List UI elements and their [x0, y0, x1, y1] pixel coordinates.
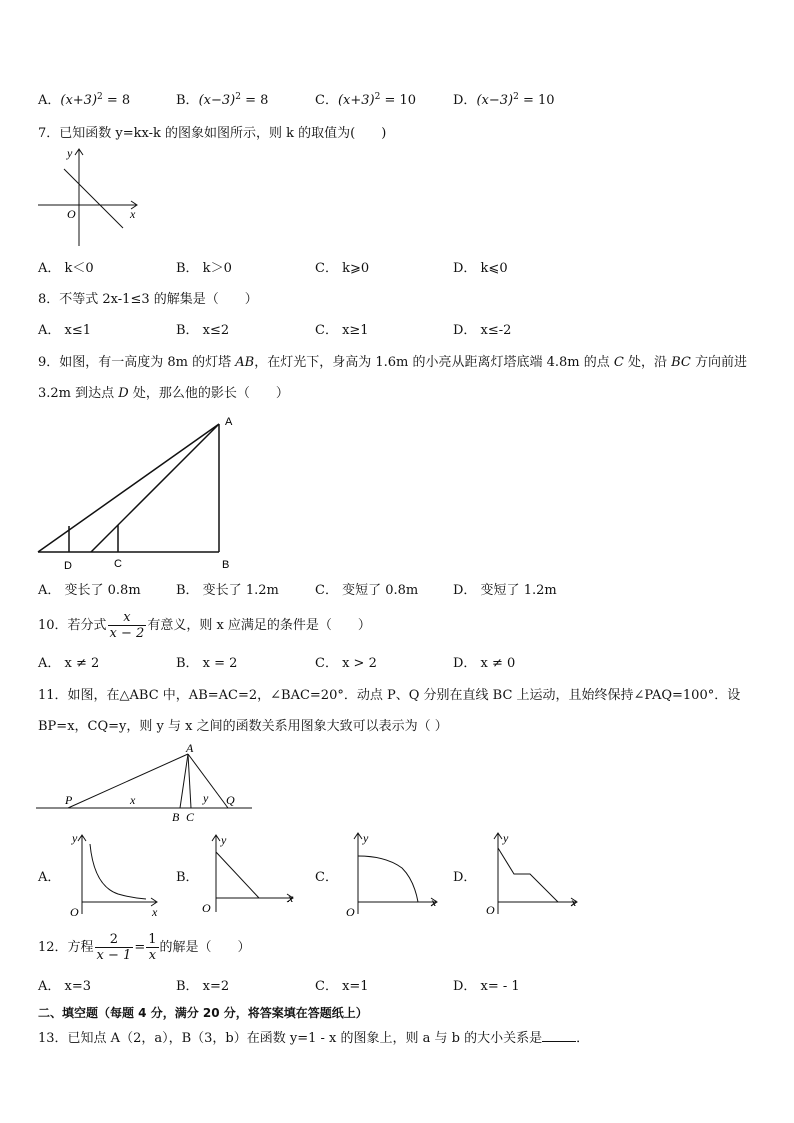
q10-option-d[interactable]: D． x ≠ 0: [453, 656, 516, 671]
q8-option-a[interactable]: A． x≤1: [38, 323, 92, 338]
q12-fraction-left: $\frac{2}{x - 1}$: [96, 932, 132, 963]
q10-option-c[interactable]: C． x > 2: [315, 656, 377, 671]
q7-x-label: x: [130, 207, 136, 221]
q6-option-a[interactable]: A．$(x+3)^2 = 8$: [38, 92, 131, 108]
q13-stem: 13．已知点 A（2，a），B（3，b）在函数 y=1 - x 的图象上，则 a 与 b 的大小关系是 ．: [38, 1031, 590, 1046]
q11-label-b: B: [172, 810, 180, 824]
q10-option-b[interactable]: B． x = 2: [176, 656, 238, 671]
q11-option-b-graph[interactable]: [196, 828, 302, 920]
q9-option-c[interactable]: C． 变短了 0.8m: [315, 583, 419, 598]
label-y: y: [503, 831, 509, 845]
q12-option-a[interactable]: A． x=3: [38, 979, 92, 994]
q11-stem-line1: 11．如图，在△ABC 中，AB=AC=2，∠BAC=20°．动点 P、Q 分别在直线 BC 上运动，且始终保持∠PAQ=100°．设: [38, 688, 741, 703]
q9-light-ray-c: [91, 424, 219, 552]
q9-label-c: C: [114, 558, 122, 570]
q10-stem: 10．若分式 $\frac{x}{x - 2}$ 有意义，则 x 应满足的条件是（ ）: [38, 610, 371, 641]
q12-fraction-right: $\frac{1}{x}$: [148, 932, 157, 963]
q8-option-d[interactable]: D． x≤-2: [453, 323, 512, 338]
q9-figure: [30, 412, 245, 576]
q11-stem-line2: BP=x，CQ=y，则 y 与 x 之间的函数关系用图象大致可以表示为（ ）: [38, 719, 448, 734]
hyperbola-curve: [90, 844, 146, 899]
q7-option-c[interactable]: C． k⩾0: [315, 261, 370, 276]
q11-label-x: x: [130, 793, 136, 807]
q12-option-c[interactable]: C． x=1: [315, 979, 369, 994]
label-x: x: [288, 891, 294, 905]
q9-label-a: A: [225, 416, 233, 428]
q9-stem-line2: 3.2m 到达点 D 处，那么他的影长（ ）: [38, 386, 289, 401]
q9-label-b: B: [222, 559, 230, 571]
q6-option-b[interactable]: B．$(x-3)^2 = 8$: [176, 92, 269, 108]
q11-label-p: P: [65, 793, 73, 807]
q10-option-a[interactable]: A． x ≠ 2: [38, 656, 100, 671]
q7-option-b[interactable]: B． k＞0: [176, 261, 232, 276]
q12-stem: 12．方程 $\frac{2}{x - 1}$ = $\frac{1}{x}$ 的解是（ ）: [38, 932, 251, 963]
q9-option-d[interactable]: D． 变短了 1.2m: [453, 583, 557, 598]
q9-option-a[interactable]: A． 变长了 0.8m: [38, 583, 141, 598]
q11-segment-ab: [180, 754, 188, 808]
q11-option-d-graph[interactable]: [476, 828, 586, 920]
q11-option-d-letter[interactable]: D．: [453, 870, 477, 885]
q12-option-b[interactable]: B． x=2: [176, 979, 230, 994]
label-x: x: [152, 905, 158, 919]
q6-option-c[interactable]: C．$(x+3)^2 = 10$: [315, 92, 417, 108]
label-o: O: [346, 905, 355, 919]
q9-option-b[interactable]: B． 变长了 1.2m: [176, 583, 279, 598]
q8-stem: 8．不等式 2x-1≤3 的解集是（ ）: [38, 292, 258, 307]
label-o: O: [486, 903, 495, 917]
q11-label-q: Q: [226, 793, 235, 807]
linear-segment: [216, 852, 259, 898]
q7-option-d[interactable]: D． k⩽0: [453, 261, 508, 276]
q8-option-c[interactable]: C． x≥1: [315, 323, 369, 338]
q7-stem: 7．已知函数 y=kx-k 的图象如图所示，则 k 的取值为( ): [38, 126, 387, 141]
q10-fraction: $\frac{x}{x - 2}$: [109, 610, 145, 641]
q11-label-c: C: [186, 810, 195, 824]
q7-option-a[interactable]: A． k＜0: [38, 261, 94, 276]
q11-option-b-letter[interactable]: B．: [176, 870, 199, 885]
piecewise-line: [498, 848, 558, 902]
q11-label-y: y: [203, 791, 209, 805]
q11-option-a-letter[interactable]: A．: [38, 870, 61, 885]
label-y: y: [72, 831, 78, 845]
q11-figure: [32, 740, 256, 826]
q11-label-a: A: [186, 741, 194, 755]
q8-option-b[interactable]: B． x≤2: [176, 323, 230, 338]
q11-segment-ap: [68, 754, 188, 808]
label-o: O: [202, 901, 211, 915]
q11-option-c-graph[interactable]: [336, 828, 446, 920]
q6-option-d[interactable]: D．$(x-3)^2 = 10$: [453, 92, 555, 108]
q9-stem-line1: 9．如图，有一高度为 8m 的灯塔 AB，在灯光下，身高为 1.6m 的小亮从距离灯塔底端 4.8m 的点 C 处，沿 BC 方向前进: [38, 355, 748, 370]
q9-light-ray-d: [38, 424, 219, 552]
q13-answer-blank[interactable]: [542, 1041, 576, 1042]
arc-curve: [358, 856, 418, 902]
q11-option-a-graph[interactable]: [60, 828, 166, 920]
label-x: x: [431, 895, 437, 909]
section-2-title: 二、填空题（每题 4 分，满分 20 分，将答案填在答题纸上）: [38, 1006, 368, 1020]
q11-option-c-letter[interactable]: C．: [315, 870, 338, 885]
label-o: O: [70, 905, 79, 919]
label-y: y: [221, 833, 227, 847]
label-y: y: [363, 831, 369, 845]
label-x: x: [571, 895, 577, 909]
q7-origin-label: O: [67, 207, 76, 221]
q9-label-d: D: [64, 560, 72, 572]
q11-segment-ac: [188, 754, 191, 808]
q7-y-label: y: [67, 146, 73, 160]
q7-graph: [34, 144, 144, 250]
q12-option-d[interactable]: D． x= - 1: [453, 979, 520, 994]
